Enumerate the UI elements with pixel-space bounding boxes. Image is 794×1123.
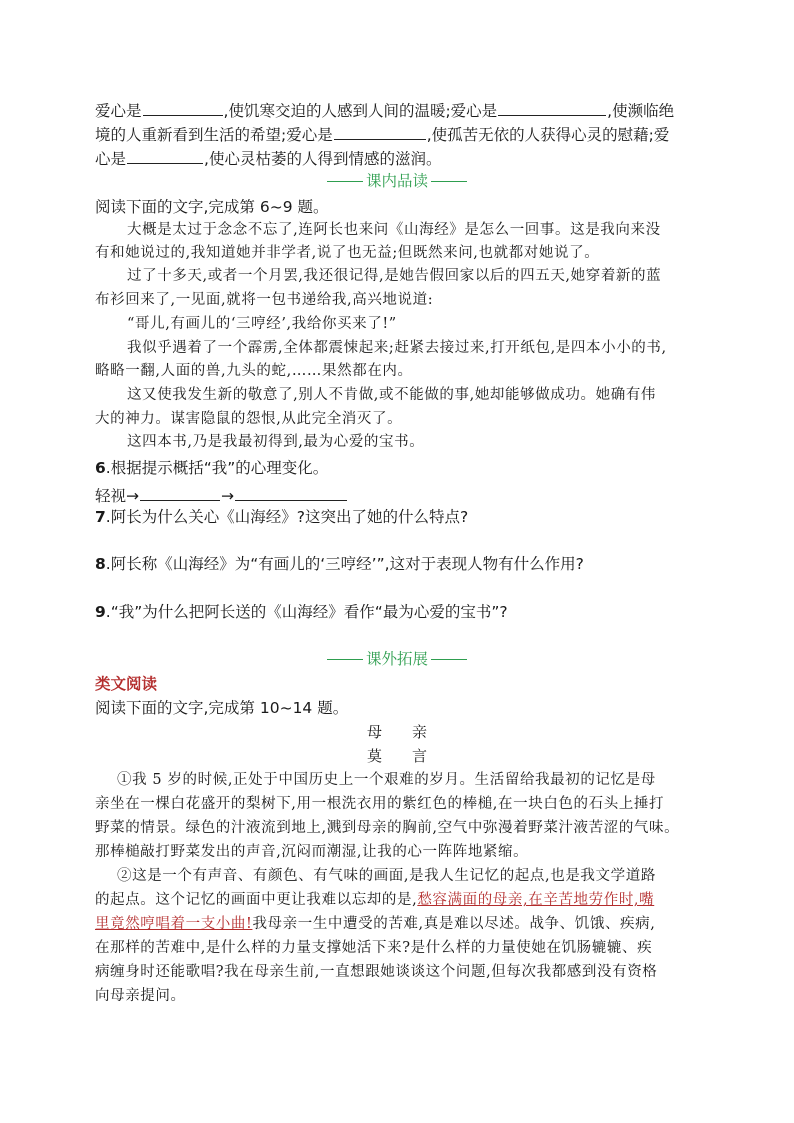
question-8 bbox=[95, 557, 584, 573]
passage-line: 布衫回来了,一见面,就将一包书递给我,高兴地说道: bbox=[95, 292, 434, 308]
passage-line: 有和她说过的,我知道她并非学者,说了也无益;但既然来问,也就都对她说了。 bbox=[95, 245, 600, 261]
intro-text: 心是 bbox=[95, 150, 127, 168]
passage-line: 大的神力。谋害隐鼠的怨恨,从此完全消灭了。 bbox=[95, 411, 403, 427]
question-text: .“我”为什么把阿长送的《山海经》看作“最为心爱的宝书”? bbox=[105, 603, 508, 621]
answer-blank[interactable] bbox=[143, 101, 223, 116]
passage-line: 病缠身时还能歌唱?我在母亲生前,一直想跟她谈谈这个问题,但每次我都感到没有资格 bbox=[95, 964, 658, 980]
question-number: 6 bbox=[95, 459, 106, 477]
passage-line: 在那样的苦难中,是什么样的力量支撑她活下来?是什么样的力量使她在饥肠辘辘、疾 bbox=[95, 940, 653, 956]
divider-line bbox=[327, 181, 363, 182]
section-title: 课外拓展 bbox=[365, 650, 428, 668]
question-number: 9 bbox=[95, 603, 106, 621]
passage-text: 的起点。这个记忆的画面中更让我难以忘却的是, bbox=[95, 892, 418, 908]
section-header-extended bbox=[0, 652, 794, 668]
divider-line bbox=[431, 181, 467, 182]
section-title: 课内品读 bbox=[365, 172, 428, 190]
intro-text: ,使饥寒交迫的人感到人间的温暖;爱心是 bbox=[223, 102, 498, 120]
answer-arrow: → bbox=[221, 487, 234, 505]
passage-line bbox=[95, 917, 655, 932]
passage-line: 大概是太过于念念不忘了,连阿长也来问《山海经》是怎么一回事。这是我向来没 bbox=[127, 222, 661, 238]
passage-line: 亲坐在一棵白花盛开的梨树下,用一根洗衣用的紫红色的棒槌,在一块白色的石头上捶打 bbox=[95, 796, 665, 812]
section-header-in-class bbox=[0, 174, 794, 190]
question-number: 7 bbox=[95, 508, 106, 526]
reading-instruction: 阅读下面的文字,完成第 6~9 题。 bbox=[95, 198, 329, 216]
passage-text: 我母亲一生中遭受的苦难,真是难以尽述。战争、饥饿、疾病, bbox=[252, 916, 656, 932]
question-6 bbox=[95, 461, 328, 477]
divider-line bbox=[327, 659, 363, 660]
answer-blank[interactable] bbox=[235, 486, 347, 501]
intro-line-2 bbox=[95, 125, 669, 144]
question-text: .阿长为什么关心《山海经》?这突出了她的什么特点? bbox=[105, 508, 469, 526]
question-text: .阿长称《山海经》为“有画儿的‘三哼经’”,这对于表现人物有什么作用? bbox=[105, 555, 584, 573]
question-text: .根据提示概括“我”的心理变化。 bbox=[105, 459, 329, 477]
passage-line: “哥儿,有画儿的‘三哼经’,我给你买来了!” bbox=[127, 316, 397, 332]
passage-line: ②这是一个有声音、有颜色、有气味的画面,是我人生记忆的起点,也是我文学道路 bbox=[117, 868, 656, 884]
answer-blank[interactable] bbox=[127, 149, 203, 164]
intro-line-1 bbox=[95, 101, 674, 120]
article-title: 母 亲 bbox=[366, 723, 427, 741]
answer-blank[interactable] bbox=[498, 101, 606, 116]
passage-line: 这又使我发生新的敬意了,别人不肯做,或不能做的事,她却能够做成功。她确有伟 bbox=[127, 387, 657, 403]
passage-line: 向母亲提问。 bbox=[95, 988, 186, 1004]
reading-instruction: 阅读下面的文字,完成第 10~14 题。 bbox=[95, 699, 349, 717]
question-7 bbox=[95, 510, 468, 526]
passage-line: 这四本书,乃是我最初得到,最为心爱的宝书。 bbox=[127, 434, 425, 450]
category-label: 类文阅读 bbox=[95, 675, 158, 693]
passage-line: 野菜的情景。绿色的汁液流到地上,溅到母亲的胸前,空气中弥漫着野菜汁液苦涩的气味。 bbox=[95, 820, 680, 836]
answer-blank[interactable] bbox=[334, 125, 426, 140]
intro-text: ,使孤苦无依的人获得心灵的慰藉;爱 bbox=[426, 126, 670, 144]
intro-text: 境的人重新看到生活的希望;爱心是 bbox=[95, 126, 333, 144]
question-9 bbox=[95, 605, 508, 621]
intro-text: ,使濒临绝 bbox=[607, 102, 675, 120]
passage-line: 过了十多天,或者一个月罢,我还很记得,是她告假回家以后的四五天,她穿着新的蓝 bbox=[127, 268, 662, 284]
intro-text: 爱心是 bbox=[95, 102, 142, 120]
article-author: 莫 言 bbox=[366, 747, 427, 765]
passage-line: 我似乎遇着了一个霹雳,全体都震悚起来;赶紧去接过来,打开纸包,是四本小小的书, bbox=[127, 340, 667, 356]
answer-blank[interactable] bbox=[140, 486, 220, 501]
passage-line: 略略一翻,人面的兽,九头的蛇,……果然都在内。 bbox=[95, 363, 413, 379]
question-6-answer-line bbox=[95, 486, 348, 505]
intro-text: ,使心灵枯萎的人得到情感的滋润。 bbox=[204, 150, 442, 168]
highlighted-sentence: 里竟然哼唱着一支小曲! bbox=[95, 916, 253, 932]
highlighted-sentence: 愁容满面的母亲,在辛苦地劳作时,嘴 bbox=[417, 892, 655, 908]
passage-line: 那棒槌敲打野菜发出的声音,沉闷而潮湿,让我的心一阵阵地紧缩。 bbox=[95, 844, 529, 860]
intro-line-3 bbox=[95, 149, 441, 168]
divider-line bbox=[431, 659, 467, 660]
question-number: 8 bbox=[95, 555, 106, 573]
passage-line: ①我 5 岁的时候,正处于中国历史上一个艰难的岁月。生活留给我最初的记忆是母 bbox=[117, 772, 656, 788]
passage-line bbox=[95, 893, 654, 908]
answer-prefix: 轻视→ bbox=[95, 487, 139, 505]
